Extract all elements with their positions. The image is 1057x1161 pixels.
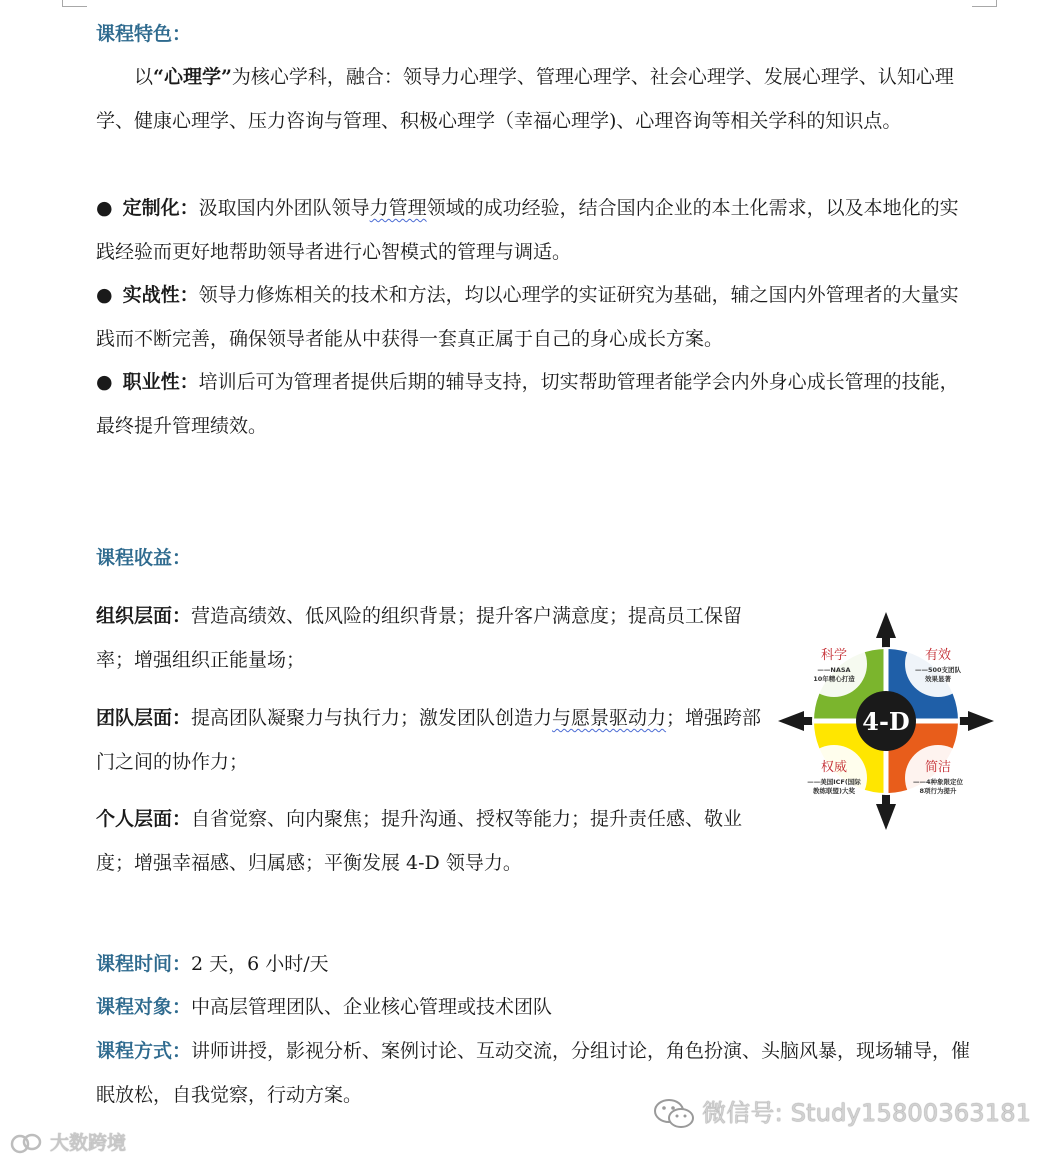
bullet-icon: ● [96, 197, 113, 219]
feature-text: 汲取国内外团队领导 [198, 197, 370, 219]
benefit-team [96, 697, 776, 784]
bullet-icon: ● [96, 371, 113, 393]
info-text: 2 天，6 小时/天 [191, 953, 329, 975]
feature-text: 领导力修炼相关的技术和方法，均以心理学的实证研究为基础，辅之国内外管理者的大量实践而不断完善，确保领导者能从中获得一套真正属于自己的身心成长方案。 [96, 284, 959, 350]
watermark-left [10, 1128, 126, 1155]
quadrant-line: ——500支团队 [914, 666, 962, 674]
course-audience [96, 986, 976, 1030]
info-label: 课程方式： [96, 1040, 192, 1062]
quadrant-title: 科学 [820, 648, 848, 663]
watermark-right-text: 微信号: Study15800363181 [702, 1099, 1032, 1127]
page-corner-mark-left [62, 0, 87, 7]
benefit-text: 提高团队凝聚力与执行力；激发团队创造力 [191, 707, 553, 729]
intro-post: 为核心学科，融合：领导力心理学、管理心理学、社会心理学、发展心理学、认知心理学、健康心理学、压力咨询与管理、积极心理学（幸福心理学)、心理咨询等相关学科的知识点。 [96, 66, 954, 132]
quadrant-line: 8项行为提升 [919, 787, 957, 795]
quadrant-line: 教练联盟)大奖 [813, 787, 855, 795]
features-intro [96, 56, 966, 143]
benefit-text: 营造高绩效、低风险的组织背景；提升客户满意度；提高员工保留率；增强组织正能量场； [96, 605, 743, 671]
watermark-left-text: 大数跨境 [50, 1132, 127, 1154]
feature-item-practical [96, 274, 966, 361]
watermark-right [652, 1093, 1031, 1131]
feature-label: 定制化： [122, 197, 199, 219]
arrow-down-icon [876, 804, 896, 830]
feature-text: 培训后可为管理者提供后期的辅导支持，切实帮助管理者能学会内外身心成长管理的技能，最终提升管理绩效。 [96, 371, 959, 437]
feature-label: 实战性： [122, 284, 199, 306]
quadrant-line: ——4种象限定位 [912, 778, 964, 786]
quadrant-line: ——NASA [817, 666, 851, 674]
arrow-up-icon [876, 612, 896, 638]
intro-pre: 以 [134, 66, 154, 88]
benefit-label: 个人层面： [96, 808, 192, 830]
arrow-left-icon [778, 711, 804, 731]
intro-bold-term: “心理学” [153, 66, 232, 88]
wechat-icon [652, 1097, 696, 1131]
benefit-text-rest: ；增强跨部门之间的协作力； [96, 707, 762, 773]
feature-text-rest: 领域的成功经验，结合国内企业的本土化需求，以及本地化的实践经验而更好地帮助领导者进行心智模式的管理与调适。 [96, 197, 959, 263]
page-corner-mark-right [972, 0, 997, 7]
diagram-center [856, 691, 916, 751]
info-text: 中高层管理团队、企业核心管理或技术团队 [191, 996, 553, 1018]
quadrant-title: 有效 [924, 648, 952, 663]
feature-item-professional [96, 361, 966, 448]
benefit-label: 组织层面： [96, 605, 192, 627]
quadrant-line: ——美国ICF(国际 [807, 778, 861, 786]
bullet-icon: ● [96, 284, 113, 306]
watermark-logo-icon [10, 1133, 44, 1155]
feature-label: 职业性： [122, 371, 199, 393]
feature-item-customized [96, 187, 966, 274]
benefit-label: 团队层面： [96, 707, 192, 729]
benefit-organization [96, 595, 776, 682]
benefits-heading: 课程收益： [96, 547, 192, 569]
benefit-text: 自省觉察、向内聚焦；提升沟通、授权等能力；提升责任感、敬业度；增强幸福感、归属感；平衡发展 4-D 领导力。 [96, 808, 743, 874]
benefit-personal [96, 798, 776, 885]
quadrant-line: 效果显著 [925, 675, 951, 683]
quadrant-title: 简洁 [924, 760, 952, 775]
course-time [96, 943, 976, 987]
feature-text-underlined: 力管理 [369, 197, 427, 219]
features-heading: 课程特色： [96, 23, 192, 45]
benefit-text-underlined: 与愿景驱动力 [552, 707, 667, 729]
diagram-center-label: 4-D [862, 707, 910, 736]
info-label: 课程对象： [96, 996, 192, 1018]
quadrant-line: 10年精心打造 [813, 675, 855, 683]
quadrant-title: 权威 [820, 760, 848, 775]
4d-leadership-diagram [778, 612, 994, 830]
info-text: 讲师讲授，影视分析、案例讨论、互动交流，分组讨论，角色扮演、头脑风暴，现场辅导，催眠放松，自我觉察，行动方案。 [96, 1040, 971, 1106]
arrow-right-icon [968, 711, 994, 731]
info-label: 课程时间： [96, 953, 192, 975]
